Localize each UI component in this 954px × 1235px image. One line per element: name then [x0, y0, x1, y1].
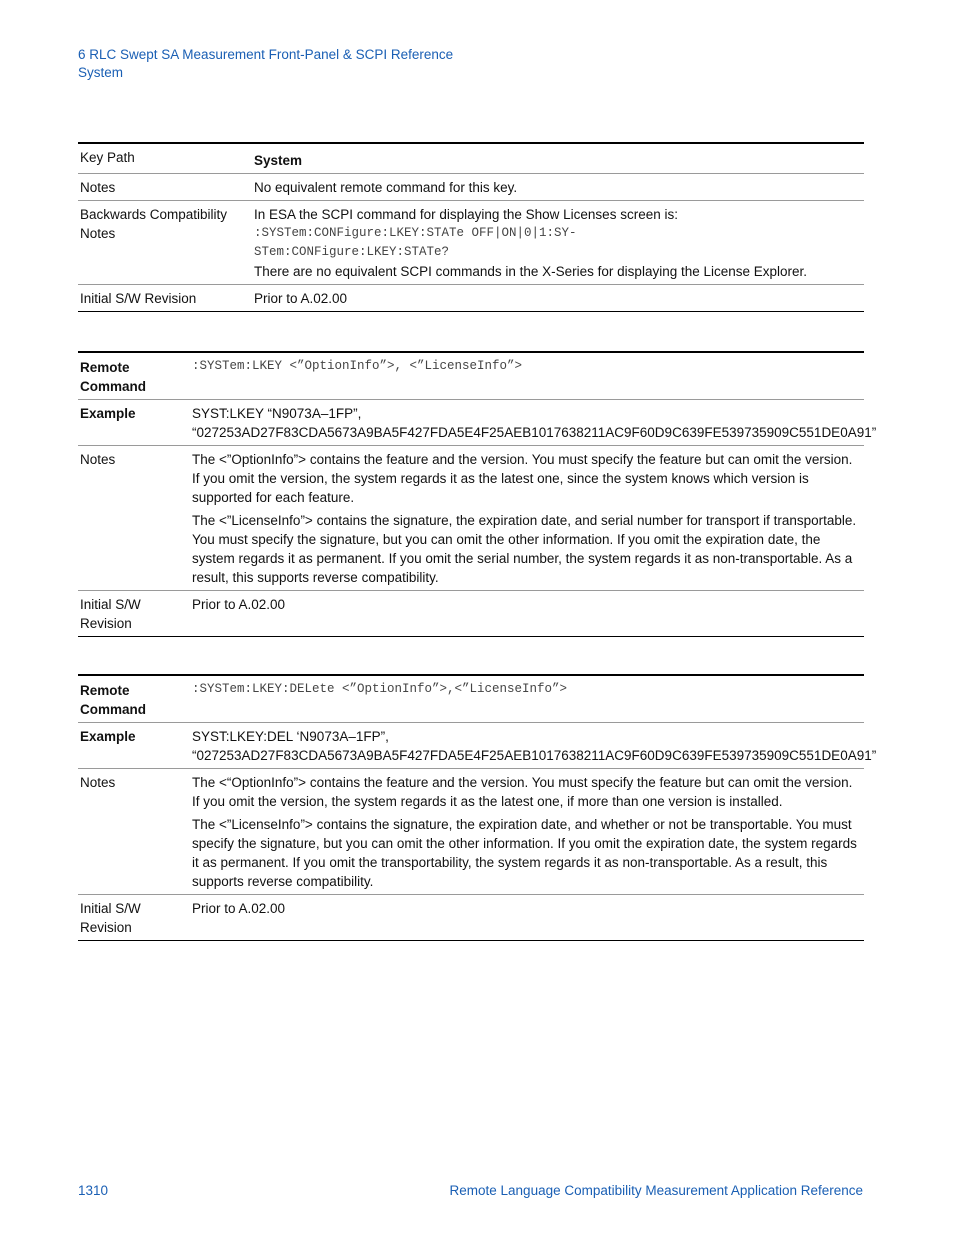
row-value: System: [252, 143, 864, 174]
lkey-command-table: [78, 351, 877, 637]
compat-code-line-1: :SYSTem:CONFigure:LKEY:STATe OFF|ON|0|1:SY-: [254, 226, 577, 240]
row-label: Initial S/W Revision: [78, 285, 252, 312]
example-value: [190, 400, 877, 446]
revision-label: [78, 895, 190, 941]
running-header: [78, 46, 453, 82]
label-line: Command: [80, 702, 147, 717]
example-line-1: SYST:LKEY:DEL ‘N9073A–1FP”,: [192, 729, 389, 744]
row-label: Backwards Compatibility Notes: [78, 201, 252, 285]
notes-paragraph: The <”LicenseInfo”> contains the signature, the expiration date, and whether or not be transportable. You must specify the signature, but you can omit the other information. If you omit the expiration date, the system regards it as permanent. If you omit the transportability, the system regards it as non-transportable. As a result, this supports reverse compatibility.: [192, 817, 857, 889]
label-line: Initial S/W: [80, 597, 141, 612]
remote-command-value: :SYSTem:LKEY <”OptionInfo”>, <”LicenseInfo”>: [190, 352, 864, 400]
notes-label: Notes: [78, 446, 190, 591]
row-value: Prior to A.02.00: [252, 285, 864, 312]
row-label: Key Path: [78, 143, 252, 174]
chapter-title: 6 RLC Swept SA Measurement Front-Panel & SCPI Reference: [78, 47, 454, 62]
label-line: Revision: [80, 920, 132, 935]
page-number: 1310: [78, 1183, 109, 1198]
revision-value: Prior to A.02.00: [190, 591, 864, 637]
table-row: [78, 769, 864, 895]
notes-value: [190, 769, 864, 895]
table-row: [78, 201, 864, 285]
example-label: Example: [78, 400, 190, 446]
compat-code-line-2: STem:CONFigure:LKEY:STATe?: [254, 245, 450, 259]
table-row: [78, 675, 864, 723]
example-line-1: SYST:LKEY “N9073A–1FP”,: [192, 406, 362, 421]
revision-label: [78, 591, 190, 637]
remote-command-label: [78, 675, 190, 723]
table-row: [78, 143, 864, 174]
notes-paragraph: The <”LicenseInfo”> contains the signature, the expiration date, and serial number for transport if transportable. You must specify the signature, but you can omit the other information. If you omit the expiration date, the system regards it as permanent. If you omit the serial number, the system regards it as non-transportable. As a result, this supports reverse compatibility.: [192, 513, 857, 585]
example-label: Example: [78, 723, 190, 769]
lkey-delete-command-table: [78, 674, 877, 941]
table-row: [78, 446, 864, 591]
section-title: System: [78, 65, 124, 80]
notes-paragraph: The <“OptionInfo”> contains the feature and the version. You must specify the feature but can omit the version. If you omit the version, the system regards it as the latest one, if more than one version is installed.: [192, 775, 853, 809]
compat-outro: There are no equivalent SCPI commands in the X-Series for displaying the License Explorer.: [254, 264, 808, 279]
label-line: Remote: [80, 683, 130, 698]
label-line: Revision: [80, 616, 132, 631]
row-label: Notes: [78, 174, 252, 201]
document-title: Remote Language Compatibility Measurement Application Reference: [449, 1183, 863, 1198]
example-value: [190, 723, 877, 769]
table-row: [78, 723, 864, 769]
example-line-2: “027253AD27F83CDA5673A9BA5F427FDA5E4F25AEB1017638211AC9F60D9C639FE539735909C551DE0A91”: [192, 425, 877, 440]
remote-command-label: [78, 352, 190, 400]
row-value: No equivalent remote command for this key.: [252, 174, 864, 201]
table-row: [78, 895, 864, 941]
notes-paragraph: The <”OptionInfo”> contains the feature and the version. You must specify the feature but can omit the version. If you omit the version, the system regards it as the latest one, since the system knows which version is supported for each feature.: [192, 452, 853, 505]
label-line: Initial S/W: [80, 901, 141, 916]
table-row: [78, 174, 864, 201]
row-value: [252, 201, 864, 285]
notes-label: Notes: [78, 769, 190, 895]
table-row: [78, 400, 864, 446]
key-info-table: [78, 142, 864, 312]
table-row: [78, 285, 864, 312]
remote-command-value: :SYSTem:LKEY:DELete <”OptionInfo”>,<”LicenseInfo”>: [190, 675, 864, 723]
table-row: [78, 352, 864, 400]
example-line-2: “027253AD27F83CDA5673A9BA5F427FDA5E4F25AEB1017638211AC9F60D9C639FE539735909C551DE0A91”: [192, 748, 877, 763]
label-line: Command: [80, 379, 147, 394]
table-row: [78, 591, 864, 637]
label-line: Remote: [80, 360, 130, 375]
revision-value: Prior to A.02.00: [190, 895, 864, 941]
compat-intro: In ESA the SCPI command for displaying the Show Licenses screen is:: [254, 207, 678, 222]
notes-value: [190, 446, 864, 591]
